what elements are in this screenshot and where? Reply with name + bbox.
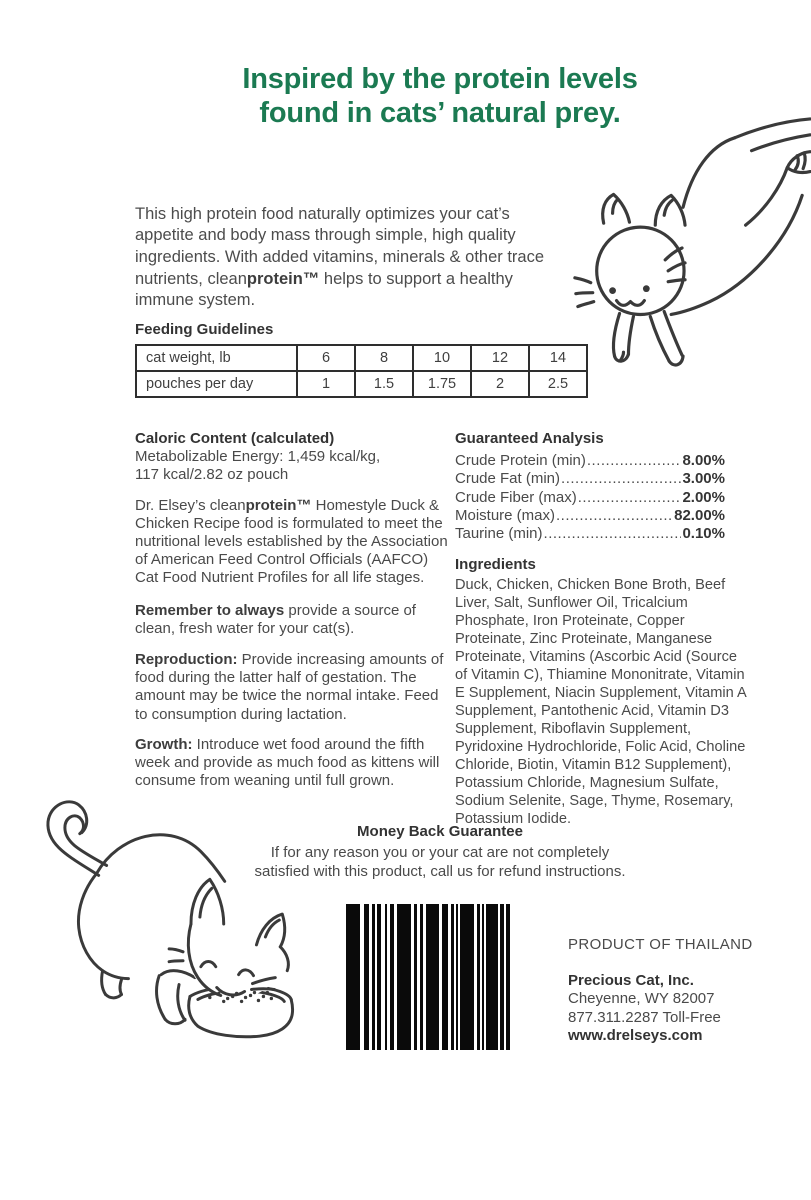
- ingredients-list: Duck, Chicken, Chicken Bone Broth, Beef Liver, Salt, Sunflower Oil, Tricalcium Phosphate, Iron Proteinate, Copper Proteinate, Zinc Proteinate, Manganese Proteinate, Vitamins (Ascorbic Acid (Source of Vitamin C), Thiamine Mononitrate, Vitamin E Supplement, Niacin Supplement, Vitamin A Supplement, Pantothenic Acid, Vitamin D3 Supplement, Riboflavin Supplement, Pyridoxine Hydrochloride, Folic Acid, Choline Chloride, Biotin, Vitamin B12 Supplement), Potassium Chloride, Magnesium Sulfate, Sodium Selenite, Sage, Thyme, Rosemary, Potassium Iodide.: [455, 577, 746, 828]
- origin-statement: PRODUCT OF THAILAND: [568, 936, 753, 953]
- guarantee-line2: satisfied with this product, call us for refund instructions.: [254, 863, 626, 880]
- right-column: [455, 430, 747, 828]
- headline-line1: Inspired by the protein levels: [242, 63, 638, 95]
- brand-protein-bold: protein™: [245, 496, 312, 514]
- ga-row: Crude Fiber (max) ..... 2.00%: [455, 489, 725, 507]
- caloric-line1: Metabolizable Energy: 1,459 kcal/kg,: [135, 448, 381, 466]
- table-cell-label: pouches per day: [136, 371, 297, 397]
- aafco-statement: Dr. Elsey’s cleanprotein™ Homestyle Duck & Chicken Recipe food is formulated to meet the nutritional levels established by the Association of American Feed Control Officials (AAFCO) Cat Food Nutrient Profiles for all life stages.: [135, 496, 448, 587]
- guarantee-line1: If for any reason you or your cat are not completely: [270, 843, 610, 861]
- eating-cat-illustration: [40, 792, 330, 1060]
- company-address: Cheyenne, WY 82007: [568, 990, 715, 1007]
- table-cell: 12: [471, 345, 529, 371]
- table-cell: 1.5: [355, 371, 413, 397]
- headline-line2: found in cats’ natural prey.: [259, 97, 621, 129]
- table-cell: 2: [471, 371, 529, 397]
- table-cell-label: cat weight, lb: [136, 345, 297, 371]
- table-cell: 14: [529, 345, 587, 371]
- feeding-guidelines-title: Feeding Guidelines: [135, 321, 274, 338]
- table-cell: 6: [297, 345, 355, 371]
- ingredients-title: Ingredients: [455, 556, 536, 574]
- phone-number: 877.311.2287 Toll-Free: [568, 1008, 721, 1026]
- growth-note: Growth: Introduce wet food around the fifth week and provide as much food as kittens will consume from weaning until full grown.: [135, 735, 440, 790]
- barcode: [346, 904, 510, 1050]
- website-url: www.drelseys.com: [568, 1027, 703, 1044]
- ga-row: Taurine (min) ..... 0.10%: [455, 525, 725, 543]
- caloric-line2: 117 kcal/2.82 oz pouch: [135, 466, 289, 484]
- caloric-content-title: Caloric Content (calculated): [135, 430, 335, 447]
- table-row-pouches: [136, 371, 587, 397]
- table-cell: 1.75: [413, 371, 471, 397]
- table-cell: 10: [413, 345, 471, 371]
- feeding-table: [135, 344, 588, 398]
- left-column: [135, 430, 453, 802]
- water-reminder: Remember to always provide a source of clean, fresh water for your cat(s).: [135, 601, 416, 637]
- caloric-content-section: [135, 430, 453, 485]
- table-row-weight: [136, 345, 587, 371]
- table-cell: 1: [297, 371, 355, 397]
- company-name: Precious Cat, Inc.: [568, 971, 694, 989]
- intro-paragraph: This high protein food naturally optimizes your cat’s appetite and body mass through simple, high quality ingredients. With added vitamins, minerals & other trace nutrients, cleanprotein™ helps to support a healthy immune system.: [135, 204, 545, 310]
- ga-row: Moisture (max) ..... 82.00%: [455, 507, 725, 525]
- table-cell: 8: [355, 345, 413, 371]
- guaranteed-analysis-table: [455, 452, 725, 543]
- table-cell: 2.5: [529, 371, 587, 397]
- guarantee-title: Money Back Guarantee: [357, 823, 523, 840]
- guaranteed-analysis-title: Guaranteed Analysis: [455, 430, 604, 447]
- ga-row: Crude Fat (min) ..... 3.00%: [455, 470, 725, 488]
- footer-block: [568, 936, 753, 1046]
- reproduction-note: Reproduction: Provide increasing amounts of food during the latter half of gestation. The amount may be twice the normal intake. Feed to consumption during lactation.: [135, 651, 444, 723]
- ga-row: Crude Protein (min) ..... 8.00%: [455, 452, 725, 470]
- brand-protein-bold: protein™: [246, 269, 320, 288]
- stretching-cat-illustration: [570, 112, 811, 380]
